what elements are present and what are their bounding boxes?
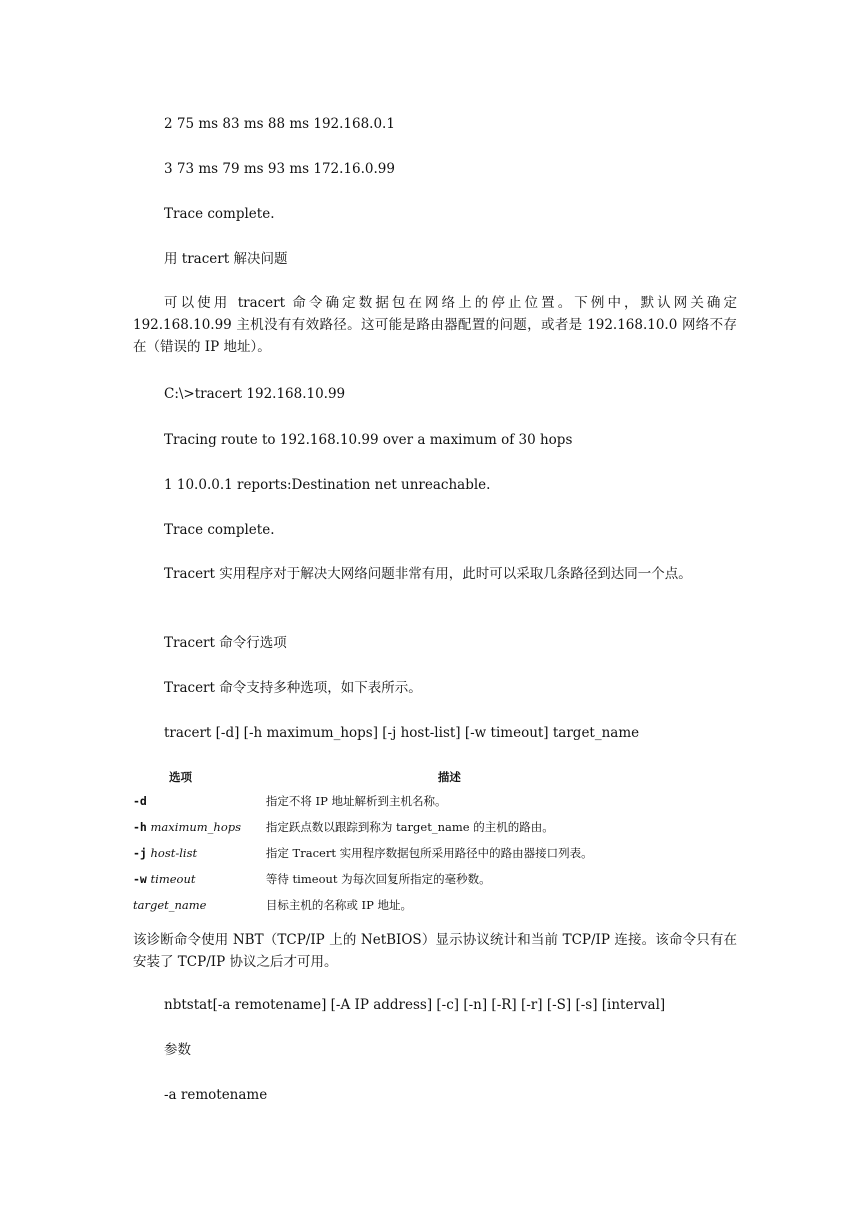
- trace-hop-1-unreachable: 1 10.0.0.1 reports:Destination net unreachable.: [164, 477, 491, 493]
- option-flag: -d: [133, 794, 147, 808]
- trace-complete-2: Trace complete.: [164, 522, 275, 538]
- description-cell: 等待 timeout 为每次回复所指定的毫秒数。: [265, 872, 491, 886]
- option-cell: [133, 840, 266, 866]
- section-heading-tracert: 用 tracert 解决问题: [164, 251, 288, 267]
- paragraph-tracert-utility: Tracert 实用程序对于解决大网络问题非常有用，此时可以采取几条路径到达同一个点。: [164, 566, 692, 582]
- option-cell: [133, 866, 266, 892]
- option-argument: host-list: [150, 846, 198, 860]
- nbtstat-syntax: nbtstat[-a remotename] [-A IP address] [-c] [-n] [-R] [-r] [-S] [-s] [interval]: [164, 997, 666, 1013]
- tracing-route-line: Tracing route to 192.168.10.99 over a maximum of 30 hops: [164, 432, 573, 448]
- paragraph-tracert-usage: 可以使用 tracert 命令确定数据包在网络上的停止位置。下例中，默认网关确定 192.168.10.99 主机没有有效路径。这可能是路由器配置的问题，或者是 192.168.10.0 网络不存在（错误的 IP 地址）。: [133, 295, 737, 355]
- param-remotename: -a remotename: [164, 1087, 268, 1103]
- parameters-heading: 参数: [164, 1042, 191, 1058]
- section-heading-options: Tracert 命令行选项: [164, 635, 287, 651]
- option-argument: target_name: [133, 898, 207, 912]
- option-cell: [133, 788, 266, 814]
- option-flag: -w: [133, 872, 147, 886]
- option-cell: [133, 814, 266, 840]
- option-cell: [133, 892, 266, 918]
- tracert-syntax: tracert [-d] [-h maximum_hops] [-j host-list] [-w timeout] target_name: [164, 725, 640, 741]
- table-header-row: [133, 766, 868, 788]
- header-option: 选项: [169, 770, 192, 784]
- description-cell: 指定跃点数以跟踪到称为 target_name 的主机的路由。: [265, 820, 554, 834]
- header-description: 描述: [437, 770, 461, 784]
- description-cell: 指定不将 IP 地址解析到主机名称。: [265, 794, 447, 808]
- table-row: [133, 840, 868, 866]
- description-cell: 目标主机的名称或 IP 地址。: [265, 898, 412, 912]
- option-flag: -j: [133, 846, 147, 860]
- table-row: [133, 866, 868, 892]
- trace-hop-2: 2 75 ms 83 ms 88 ms 192.168.0.1: [164, 116, 395, 132]
- option-argument: timeout: [150, 872, 196, 886]
- command-tracert: C:\>tracert 192.168.10.99: [164, 386, 346, 402]
- option-flag: -h: [133, 820, 147, 834]
- table-row: [133, 892, 868, 918]
- trace-hop-3: 3 73 ms 79 ms 93 ms 172.16.0.99: [164, 161, 395, 177]
- table-row: [133, 788, 868, 814]
- trace-complete-1: Trace complete.: [164, 206, 275, 222]
- option-argument: maximum_hops: [150, 820, 241, 834]
- description-cell: 指定 Tracert 实用程序数据包所采用路径中的路由器接口列表。: [265, 846, 593, 860]
- paragraph-nbtstat: 该诊断命令使用 NBT（TCP/IP 上的 NetBIOS）显示协议统计和当前 TCP/IP 连接。该命令只有在安装了 TCP/IP 协议之后才可用。: [133, 932, 737, 970]
- table-row: [133, 814, 868, 840]
- options-table: [133, 766, 868, 918]
- options-intro: Tracert 命令支持多种选项，如下表所示。: [164, 680, 422, 696]
